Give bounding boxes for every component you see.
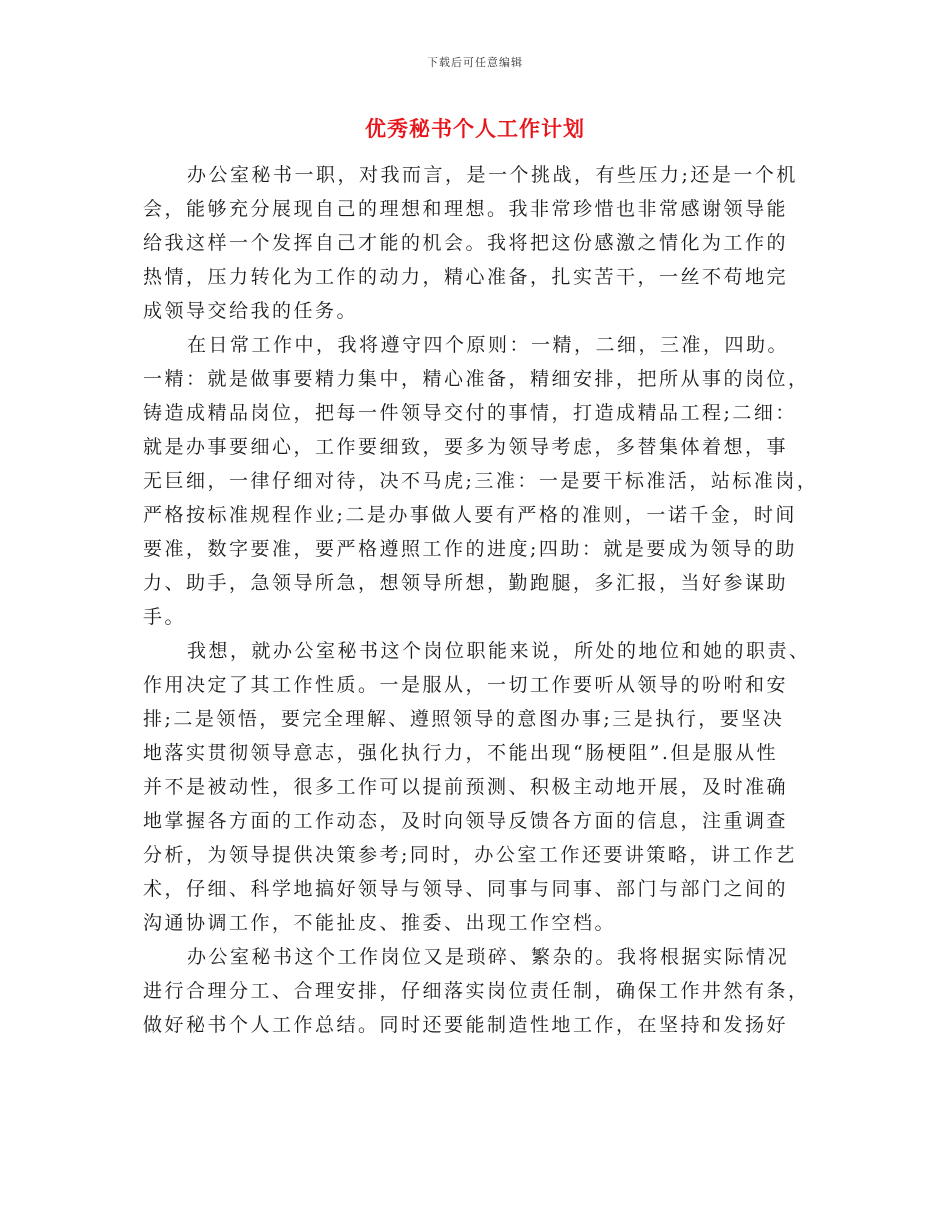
paragraph-line: 我想，就办公室秘书这个岗位职能来说，所处的地位和她的职责、: [187, 640, 811, 662]
paragraph-line: 进行合理分工、合理安排，仔细落实岗位责任制，确保工作井然有条，: [143, 980, 810, 1002]
paragraph-line: 铸造成精品岗位，把每一件领导交付的事情，打造成精品工程;二细：: [143, 402, 797, 424]
paragraph-line: 做好秘书个人工作总结。同时还要能制造性地工作，在坚持和发扬好: [143, 1014, 789, 1036]
paragraph-line: 手。: [143, 606, 187, 628]
paragraph-line: 在日常工作中，我将遵守四个原则：一精，二细，三准，四助。: [187, 334, 790, 356]
paragraph-line: 力、助手，急领导所急，想领导所想，勤跑腿，多汇报，当好参谋助: [143, 572, 789, 594]
paragraph-line: 一精：就是做事要精力集中，精心准备，精细安排，把所从事的岗位，: [143, 368, 810, 390]
paragraph-line: 成领导交给我的任务。: [143, 300, 359, 322]
paragraph-line: 地落实贯彻领导意志，强化执行力，不能出现“肠梗阻”.但是服从性: [143, 742, 778, 764]
paragraph-line: 热情，压力转化为工作的动力，精心准备，扎实苦干，一丝不苟地完: [143, 266, 789, 288]
paragraph-line: 严格按标准规程作业;二是办事做人要有严格的准则，一诺千金，时间: [143, 504, 797, 526]
paragraph-line: 无巨细，一律仔细对待，决不马虎;三准：一是要干标准活，站标准岗，: [143, 470, 819, 492]
page-header: 下载后可任意编辑: [427, 56, 523, 69]
paragraph-line: 地掌握各方面的工作动态，及时向领导反馈各方面的信息，注重调查: [143, 810, 789, 832]
paragraph-line: 会，能够充分展现自己的理想和理想。我非常珍惜也非常感谢领导能: [143, 198, 789, 220]
paragraph-1: [143, 158, 823, 328]
paragraph-line: 要准，数字要准，要严格遵照工作的进度;四助：就是要成为领导的助: [143, 538, 797, 560]
paragraph-line: 并不是被动性，很多工作可以提前预测、积极主动地开展，及时准确: [143, 776, 789, 798]
paragraph-line: 排;二是领悟，要完全理解、遵照领导的意图办事;三是执行，要坚决: [143, 708, 785, 730]
paragraph-line: 办公室秘书一职，对我而言，是一个挑战，有些压力;还是一个机: [187, 164, 798, 186]
paragraph-3: [143, 634, 823, 940]
paragraph-line: 给我这样一个发挥自己才能的机会。我将把这份感激之情化为工作的: [143, 232, 789, 254]
paragraph-2: [143, 328, 823, 634]
paragraph-4: [143, 940, 823, 1042]
paragraph-line: 分析，为领导提供决策参考;同时，办公室工作还要讲策略，讲工作艺: [143, 844, 797, 866]
document-body: [143, 158, 823, 1042]
paragraph-line: 办公室秘书这个工作岗位又是琐碎、繁杂的。我将根据实际情况: [187, 946, 790, 968]
paragraph-line: 术，仔细、科学地搞好领导与领导、同事与同事、部门与部门之间的: [143, 878, 789, 900]
paragraph-line: 沟通协调工作，不能扯皮、推委、出现工作空档。: [143, 912, 617, 934]
document-title: 优秀秘书个人工作计划: [365, 116, 585, 141]
paragraph-line: 作用决定了其工作性质。一是服从，一切工作要听从领导的吩咐和安: [143, 674, 789, 696]
paragraph-line: 就是办事要细心，工作要细致，要多为领导考虑，多替集体着想，事: [143, 436, 789, 458]
